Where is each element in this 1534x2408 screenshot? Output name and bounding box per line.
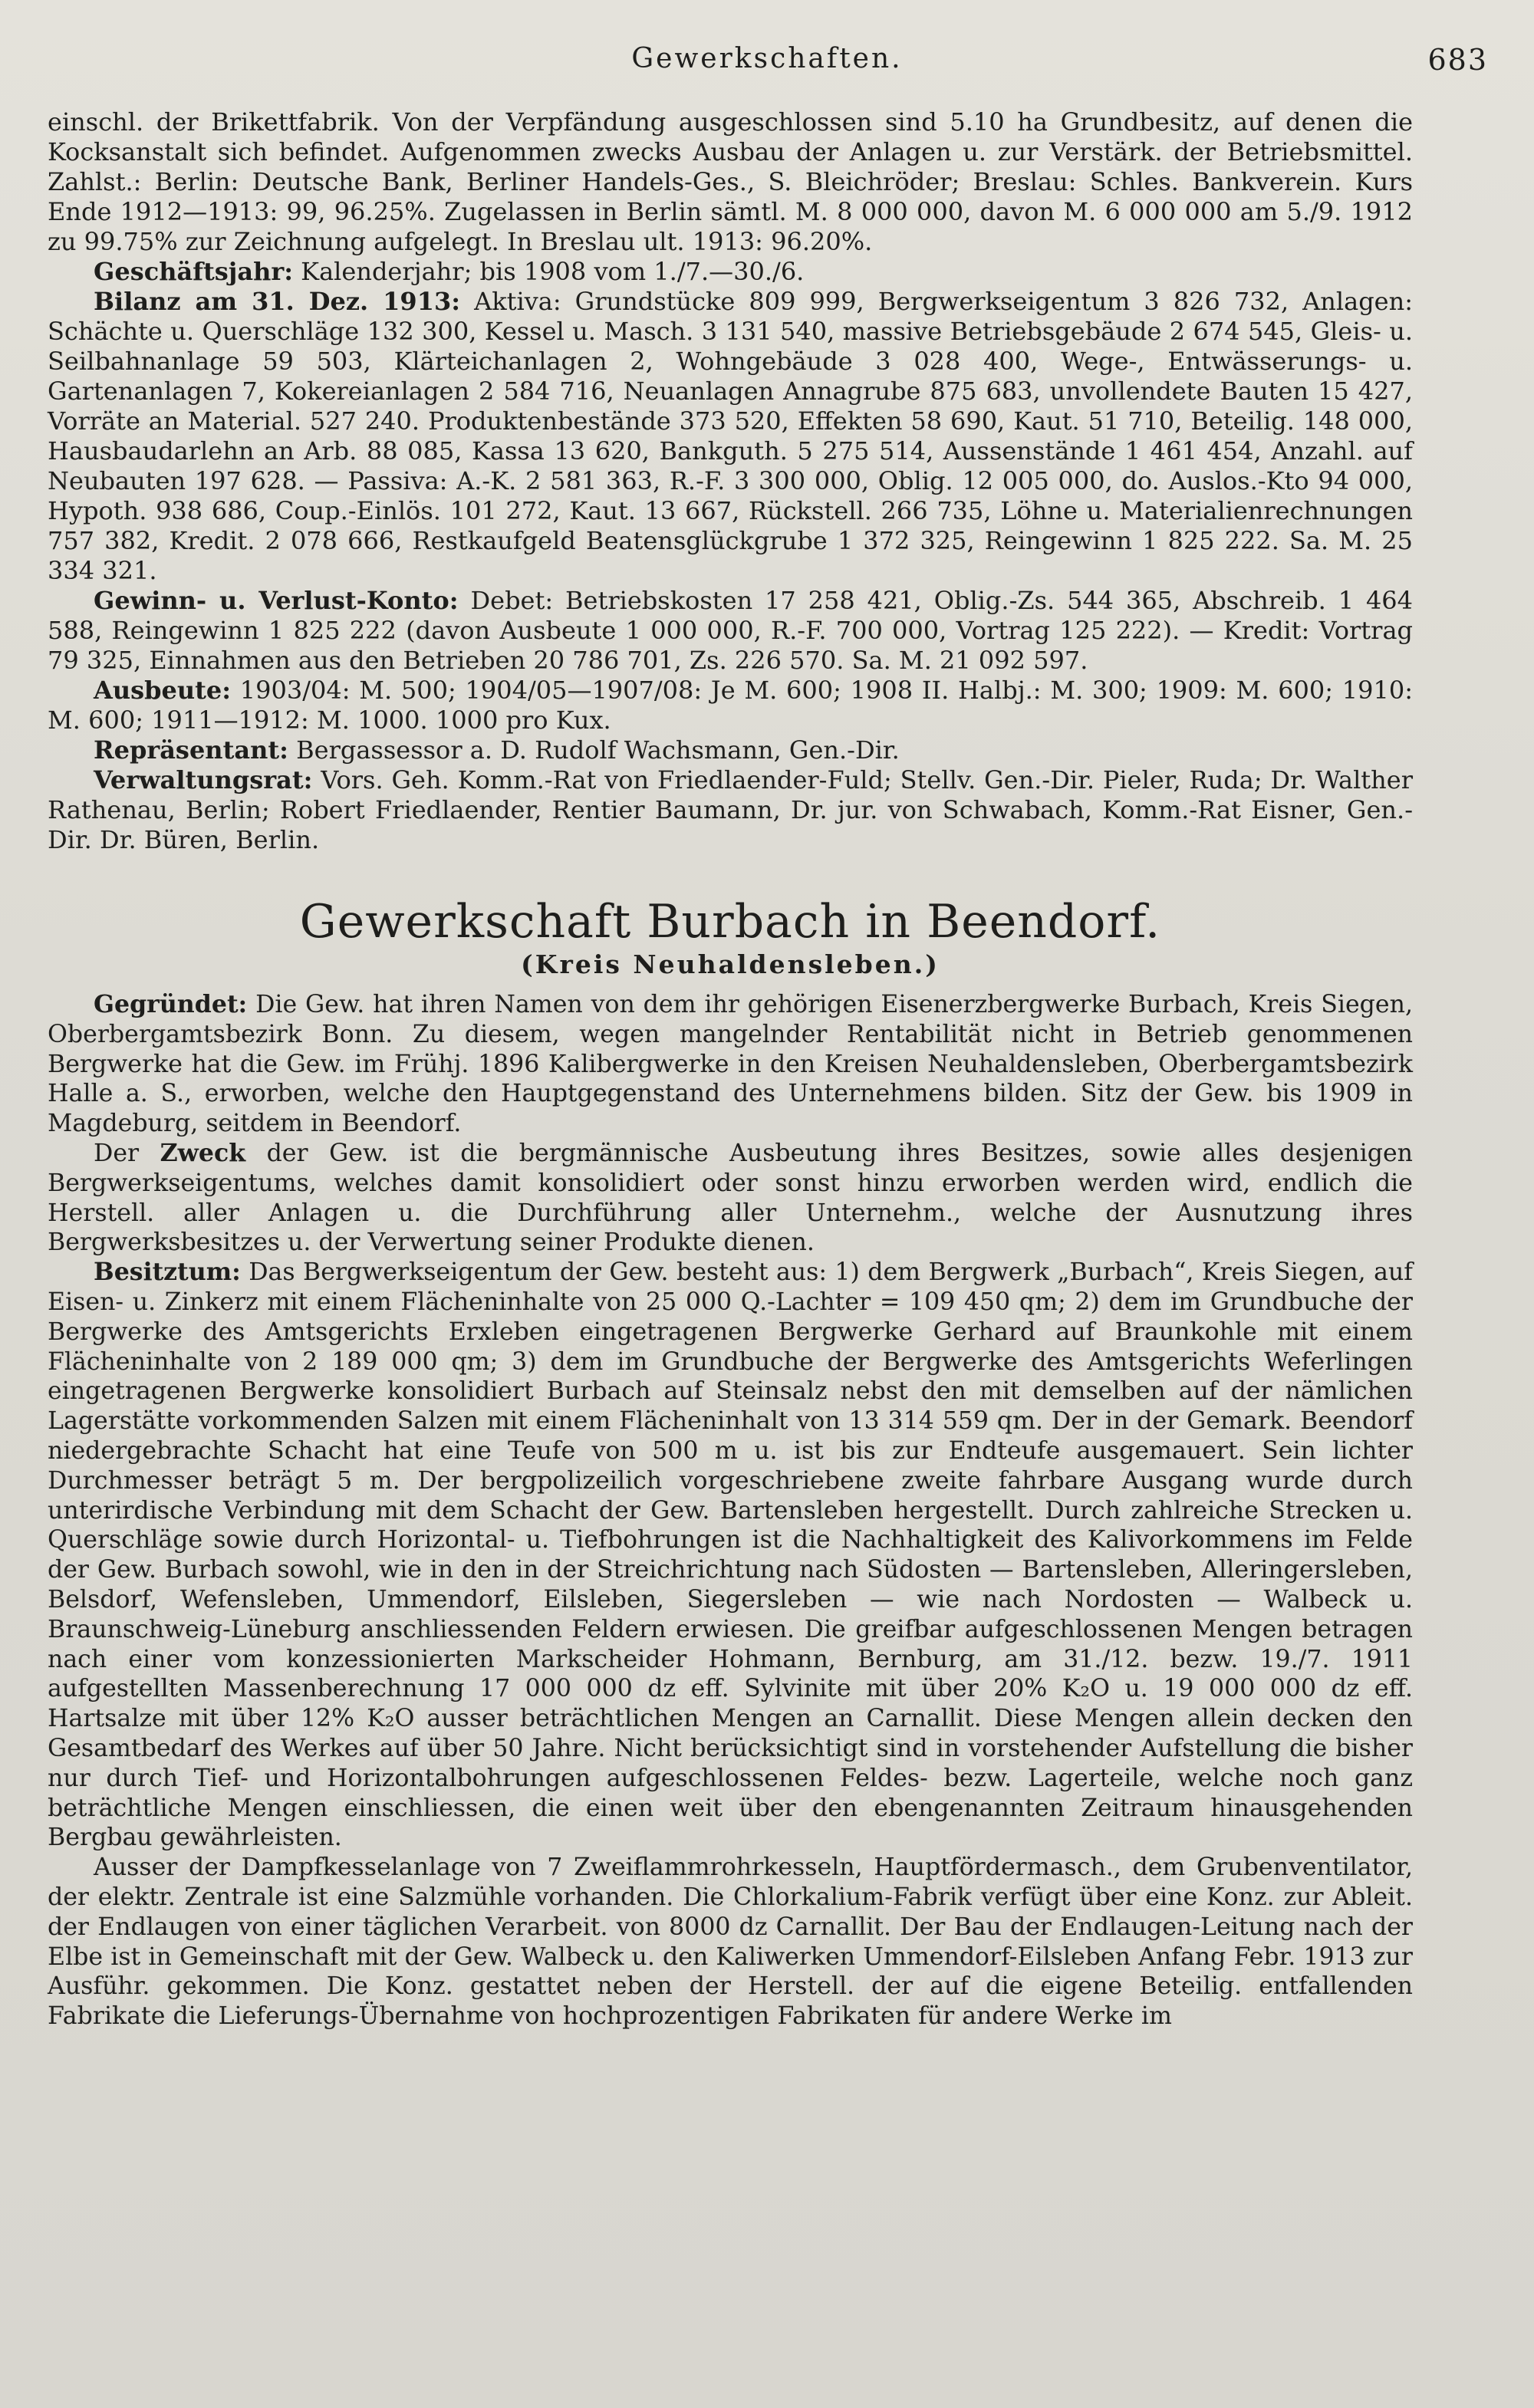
running-title: Gewerkschaften. (631, 43, 903, 74)
gegruendet-paragraph (48, 990, 1413, 1139)
repraesentant-text: Bergassessor a. D. Rudolf Wachsmann, Gen.-Dir. (296, 735, 900, 765)
gewinn-verlust-label: Gewinn- u. Verlust-Konto: (94, 586, 459, 615)
text-column (48, 107, 1413, 2031)
entry-title: Gewerkschaft Burbach in Beendorf. (299, 895, 1161, 949)
entry-subtitle: (Kreis Neuhaldensleben.) (521, 949, 940, 979)
page-number: 683 (1427, 43, 1488, 77)
zweck-label: Zweck (160, 1138, 246, 1167)
ausbeute-label: Ausbeute: (94, 676, 232, 705)
gegruendet-label: Gegründet: (94, 990, 248, 1018)
geschaeftsjahr-text: Kalenderjahr; bis 1908 vom 1./7.—30./6. (301, 257, 805, 286)
bilanz-paragraph (48, 287, 1413, 586)
zweck-paragraph (48, 1139, 1413, 1258)
ausbeute-text: 1903/04: M. 500; 1904/05—1907/08: Je M. 600; 1908 II. Halbj.: M. 300; 1909: M. 600; 1910: M. 600; 1911—1912: M. 1000. 1000 pro Kux. (48, 676, 1414, 735)
gegruendet-text: Die Gew. hat ihren Namen von dem ihr gehörigen Eisenerzbergwerke Burbach, Kreis Siegen, Oberbergamtsbezirk Bonn. Zu diesem, wegen mangelnder Rentabilität nicht in Betrieb genommenen Bergwerke hat die Gew. im Frühj. 1896 Kalibergwerke in den Kreisen Neuhaldensleben, Oberbergamtsbezirk Halle a. S., erworben, welche den Hauptgegenstand des Unternehmens bilden. Sitz der Gew. bis 1909 in Magdeburg, seitdem in Beendorf. (48, 991, 1413, 1138)
gewinn-verlust-text: Debet: Betriebskosten 17 258 421, Oblig.-Zs. 544 365, Abschreib. 1 464 588, Reingewinn 1 825 222 (davon Ausbeute 1 000 000, R.-F. 700 000, Vortrag 125 222). — Kredit: Vortrag 79 325, Einnahmen aus den Betrieben 20 786 701, Zs. 226 570. Sa. M. 21 092 597. (48, 586, 1414, 675)
entry-body (48, 990, 1413, 2031)
bilanz-label: Bilanz am 31. Dez. 1913: (94, 287, 461, 316)
zweck-text: der Gew. ist die bergmännische Ausbeutung ihres Besitzes, sowie alles desjenigen Bergwerkseigentums, welches damit konsolidiert oder sonst hinzu erworben werden wird, endlich die Herstell. aller Anlagen u. die Durchführung aller Unternehm., welche der Ausnutzung ihres Bergwerksbesitzes u. der Verwertung seiner Produkte dienen. (48, 1139, 1413, 1257)
besitztum-text: Das Bergwerkseigentum der Gew. besteht aus: 1) dem Bergwerk „Burbach“, Kreis Siegen, auf Eisen- u. Zinkerz mit einem Flächeninhalte von 25 000 Q.-Lachter = 109 450 qm; 2) dem im Grundbuche der Bergwerke des Amtsgerichts Erxleben eingetragenen Bergwerke Gerhard auf Braunkohle mit einem Flächeninhalte von 2 189 000 qm; 3) dem im Grundbuche der Bergwerke des Amtsgerichts Weferlingen eingetragenen Bergwerke konsolidiert Burbach auf Steinsalz nebst den mit demselben auf der nämlichen Lagerstätte vorkommenden Salzen mit einem Flächeninhalt von 13 314 559 qm. Der in der Gemark. Beendorf niedergebrachte Schacht hat eine Teufe von 500 m u. ist bis zur Endteufe ausgemauert. Sein lichter Durchmesser beträgt 5 m. Der bergpolizeilich vorgeschriebene zweite fahrbare Ausgang wurde durch unterirdische Verbindung mit dem Schacht der Gew. Bartensleben hergestellt. Durch zahlreiche Strecken u. Querschläge sowie durch Horizontal- u. Tiefbohrungen ist die Nachhaltigkeit des Kalivorkommens im Felde der Gew. Burbach sowohl, wie in den in der Streichrichtung nach Südosten — Bartensleben, Alleringersleben, Belsdorf, Wefensleben, Ummendorf, Eilsleben, Siegersleben — wie nach Nordosten — Walbeck u. Braunschweig-Lüneburg anschliessenden Feldern erwiesen. Die greifbar aufgeschlossenen Mengen betragen nach einer vom konzessionierten Markscheider Hohmann, Bernburg, am 31./12. bezw. 19./7. 1911 aufgestellten Massenberechnung 17 000 000 dz eff. Sylvinite mit über 20% K₂O u. 19 000 000 dz eff. Hartsalze mit über 12% K₂O ausser beträchtlichen Mengen an Carnallit. Diese Mengen allein decken den Gesamtbedarf des Werkes auf über 50 Jahre. Nicht berücksichtigt sind in vorstehender Aufstellung die bisher nur durch Tief- und Horizontalbohrungen aufgeschlossenen Feldes- bezw. Lagerteile, welche noch ganz beträchtliche Mengen einschliessen, die einen weit über den ebengenannten Zeitraum hinausgehenden Bergbau gewährleisten. (48, 1258, 1413, 1852)
zweck-pre: Der (94, 1139, 140, 1167)
gewinn-verlust-paragraph (48, 586, 1413, 676)
repraesentant-label: Repräsentant: (94, 735, 288, 765)
geschaeftsjahr-paragraph (48, 257, 1413, 287)
repraesentant-paragraph (48, 735, 1413, 765)
besitztum-paragraph (48, 1258, 1413, 1853)
running-header (0, 38, 1534, 84)
bilanz-text: Aktiva: Grundstücke 809 999, Bergwerkseigentum 3 826 732, Anlagen: Schächte u. Querschläge 132 300, Kessel u. Masch. 3 131 540, massive Betriebsgebäude 2 674 545, Gleis- u. Seilbahnanlage 59 503, Klärteichanlagen 2, Wohngebäude 3 028 400, Wege-, Entwässerungs- u. Gartenanlagen 7, Kokereianlagen 2 584 716, Neuanlagen Annagrube 875 683, unvollendete Bauten 15 427, Vorräte an Material. 527 240. Produktenbestände 373 520, Effekten 58 690, Kaut. 51 710, Beteilig. 148 000, Hausbaudarlehn an Arb. 88 085, Kassa 13 620, Bankguth. 5 275 514, Aussenstände 1 461 454, Anzahl. auf Neubauten 197 628. — Passiva: A.-K. 2 581 363, R.-F. 3 300 000, Oblig. 12 005 000, do. Auslos.-Kto 94 000, Hypoth. 938 686, Coup.-Einlös. 101 272, Kaut. 13 667, Rückstell. 266 735, Löhne u. Materialienrechnungen 757 382, Kredit. 2 078 666, Restkaufgeld Beatensglückgrube 1 372 325, Reingewinn 1 825 222. Sa. M. 25 334 321. (48, 287, 1414, 585)
verwaltungsrat-label: Verwaltungsrat: (94, 765, 313, 794)
intro-paragraph: einschl. der Brikettfabrik. Von der Verpfändung ausgeschlossen sind 5.10 ha Grundbesitz, auf denen die Kocksanstalt sich befindet. Aufgenommen zwecks Ausbau der Anlagen u. zur Verstärk. der Betriebsmittel. Zahlst.: Berlin: Deutsche Bank, Berliner Handels-Ges., S. Bleichröder; Breslau: Schles. Bankverein. Kurs Ende 1912—1913: 99, 96.25%. Zugelassen in Berlin sämtl. M. 8 000 000, davon M. 6 000 000 am 5./9. 1912 zu 99.75% zur Zeichnung aufgelegt. In Breslau ult. 1913: 96.20%. (48, 107, 1413, 256)
geschaeftsjahr-label: Geschäftsjahr: (94, 257, 293, 286)
anlagen-paragraph: Ausser der Dampfkesselanlage von 7 Zweiflammrohrkesseln, Hauptfördermasch., dem Grubenventilator, der elektr. Zentrale ist eine Salzmühle vorhanden. Die Chlorkalium-Fabrik verfügt über eine Konz. zur Ableit. der Endlaugen von einer täglichen Verarbeit. von 8000 dz Carnallit. Der Bau der Endlaugen-Leitung nach der Elbe ist in Gemeinschaft mit der Gew. Walbeck u. den Kaliwerken Ummendorf-Eilsleben Anfang Febr. 1913 zur Ausführ. gekommen. Die Konz. gestattet neben der Herstell. der auf die eigene Beteilig. entfallenden Fabrikate die Lieferungs-Übernahme von hochprozentigen Fabrikaten für andere Werke im (48, 1854, 1413, 2031)
verwaltungsrat-text: Vors. Geh. Komm.-Rat von Friedlaender-Fuld; Stellv. Gen.-Dir. Pieler, Ruda; Dr. Walther Rathenau, Berlin; Robert Friedlaender, Rentier Baumann, Dr. jur. von Schwabach, Komm.-Rat Eisner, Gen.-Dir. Dr. Büren, Berlin. (48, 765, 1414, 854)
verwaltungsrat-paragraph (48, 765, 1413, 855)
ausbeute-paragraph (48, 676, 1413, 735)
besitztum-label: Besitztum: (94, 1258, 241, 1287)
